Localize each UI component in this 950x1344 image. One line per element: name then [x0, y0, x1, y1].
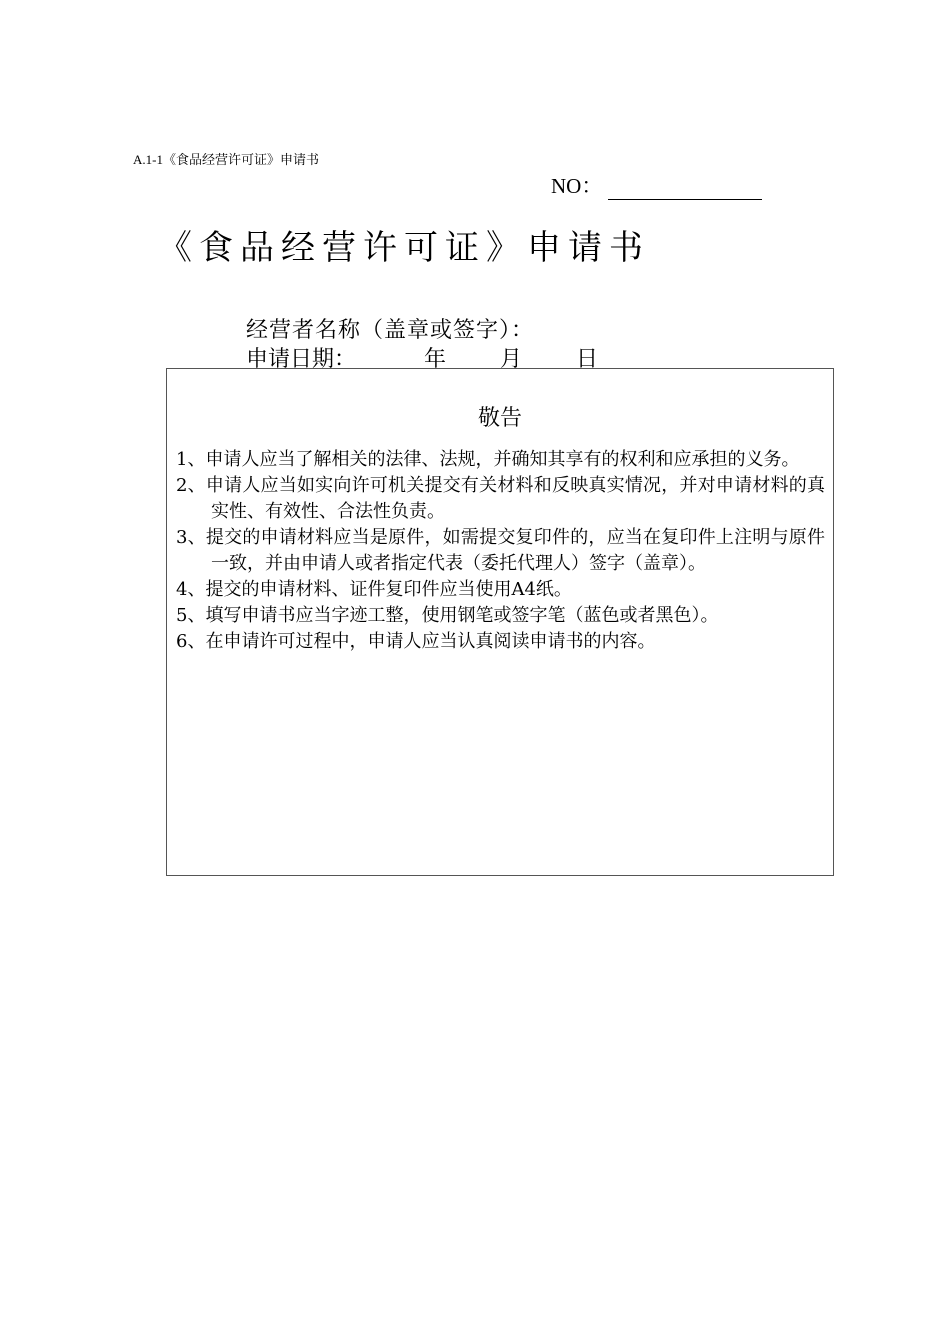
- notice-item: 4、提交的申请材料、证件复印件应当使用A4纸。: [176, 579, 572, 600]
- year-label: 年: [424, 347, 447, 372]
- notice-box: [166, 368, 834, 876]
- form-reference-code: A.1-1: [133, 152, 163, 167]
- notice-title: 敬告: [477, 406, 522, 431]
- notice-item: 2、申请人应当如实向许可机关提交有关材料和反映真实情况，并对申请材料的真实性、有效性、合法性负责。: [176, 475, 825, 522]
- day-label: 日: [576, 347, 599, 372]
- month-label: 月: [500, 347, 523, 372]
- notice-item: 5、填写申请书应当字迹工整，使用钢笔或签字笔（蓝色或者黑色）。: [176, 605, 719, 626]
- page-title: 《食品经营许可证》申请书: [158, 228, 650, 268]
- form-reference-title: 《食品经营许可证》申请书: [162, 153, 319, 168]
- application-date-label: 申请日期：: [246, 347, 357, 372]
- document-number-field[interactable]: [608, 177, 762, 200]
- notice-list: [176, 447, 825, 655]
- operator-name-label: 经营者名称（盖章或签字）：: [246, 318, 535, 343]
- notice-item: 1、申请人应当了解相关的法律、法规，并确知其享有的权利和应承担的义务。: [176, 449, 800, 470]
- notice-item: 6、在申请许可过程中，申请人应当认真阅读申请书的内容。: [176, 631, 656, 652]
- form-reference-header: [133, 149, 319, 168]
- document-number-label: NO：: [551, 174, 603, 198]
- document-number-row: [551, 170, 762, 200]
- notice-item: 3、提交的申请材料应当是原件，如需提交复印件的，应当在复印件上注明与原件一致，并由申请人或者指定代表（委托代理人）签字（盖章）。: [176, 527, 825, 574]
